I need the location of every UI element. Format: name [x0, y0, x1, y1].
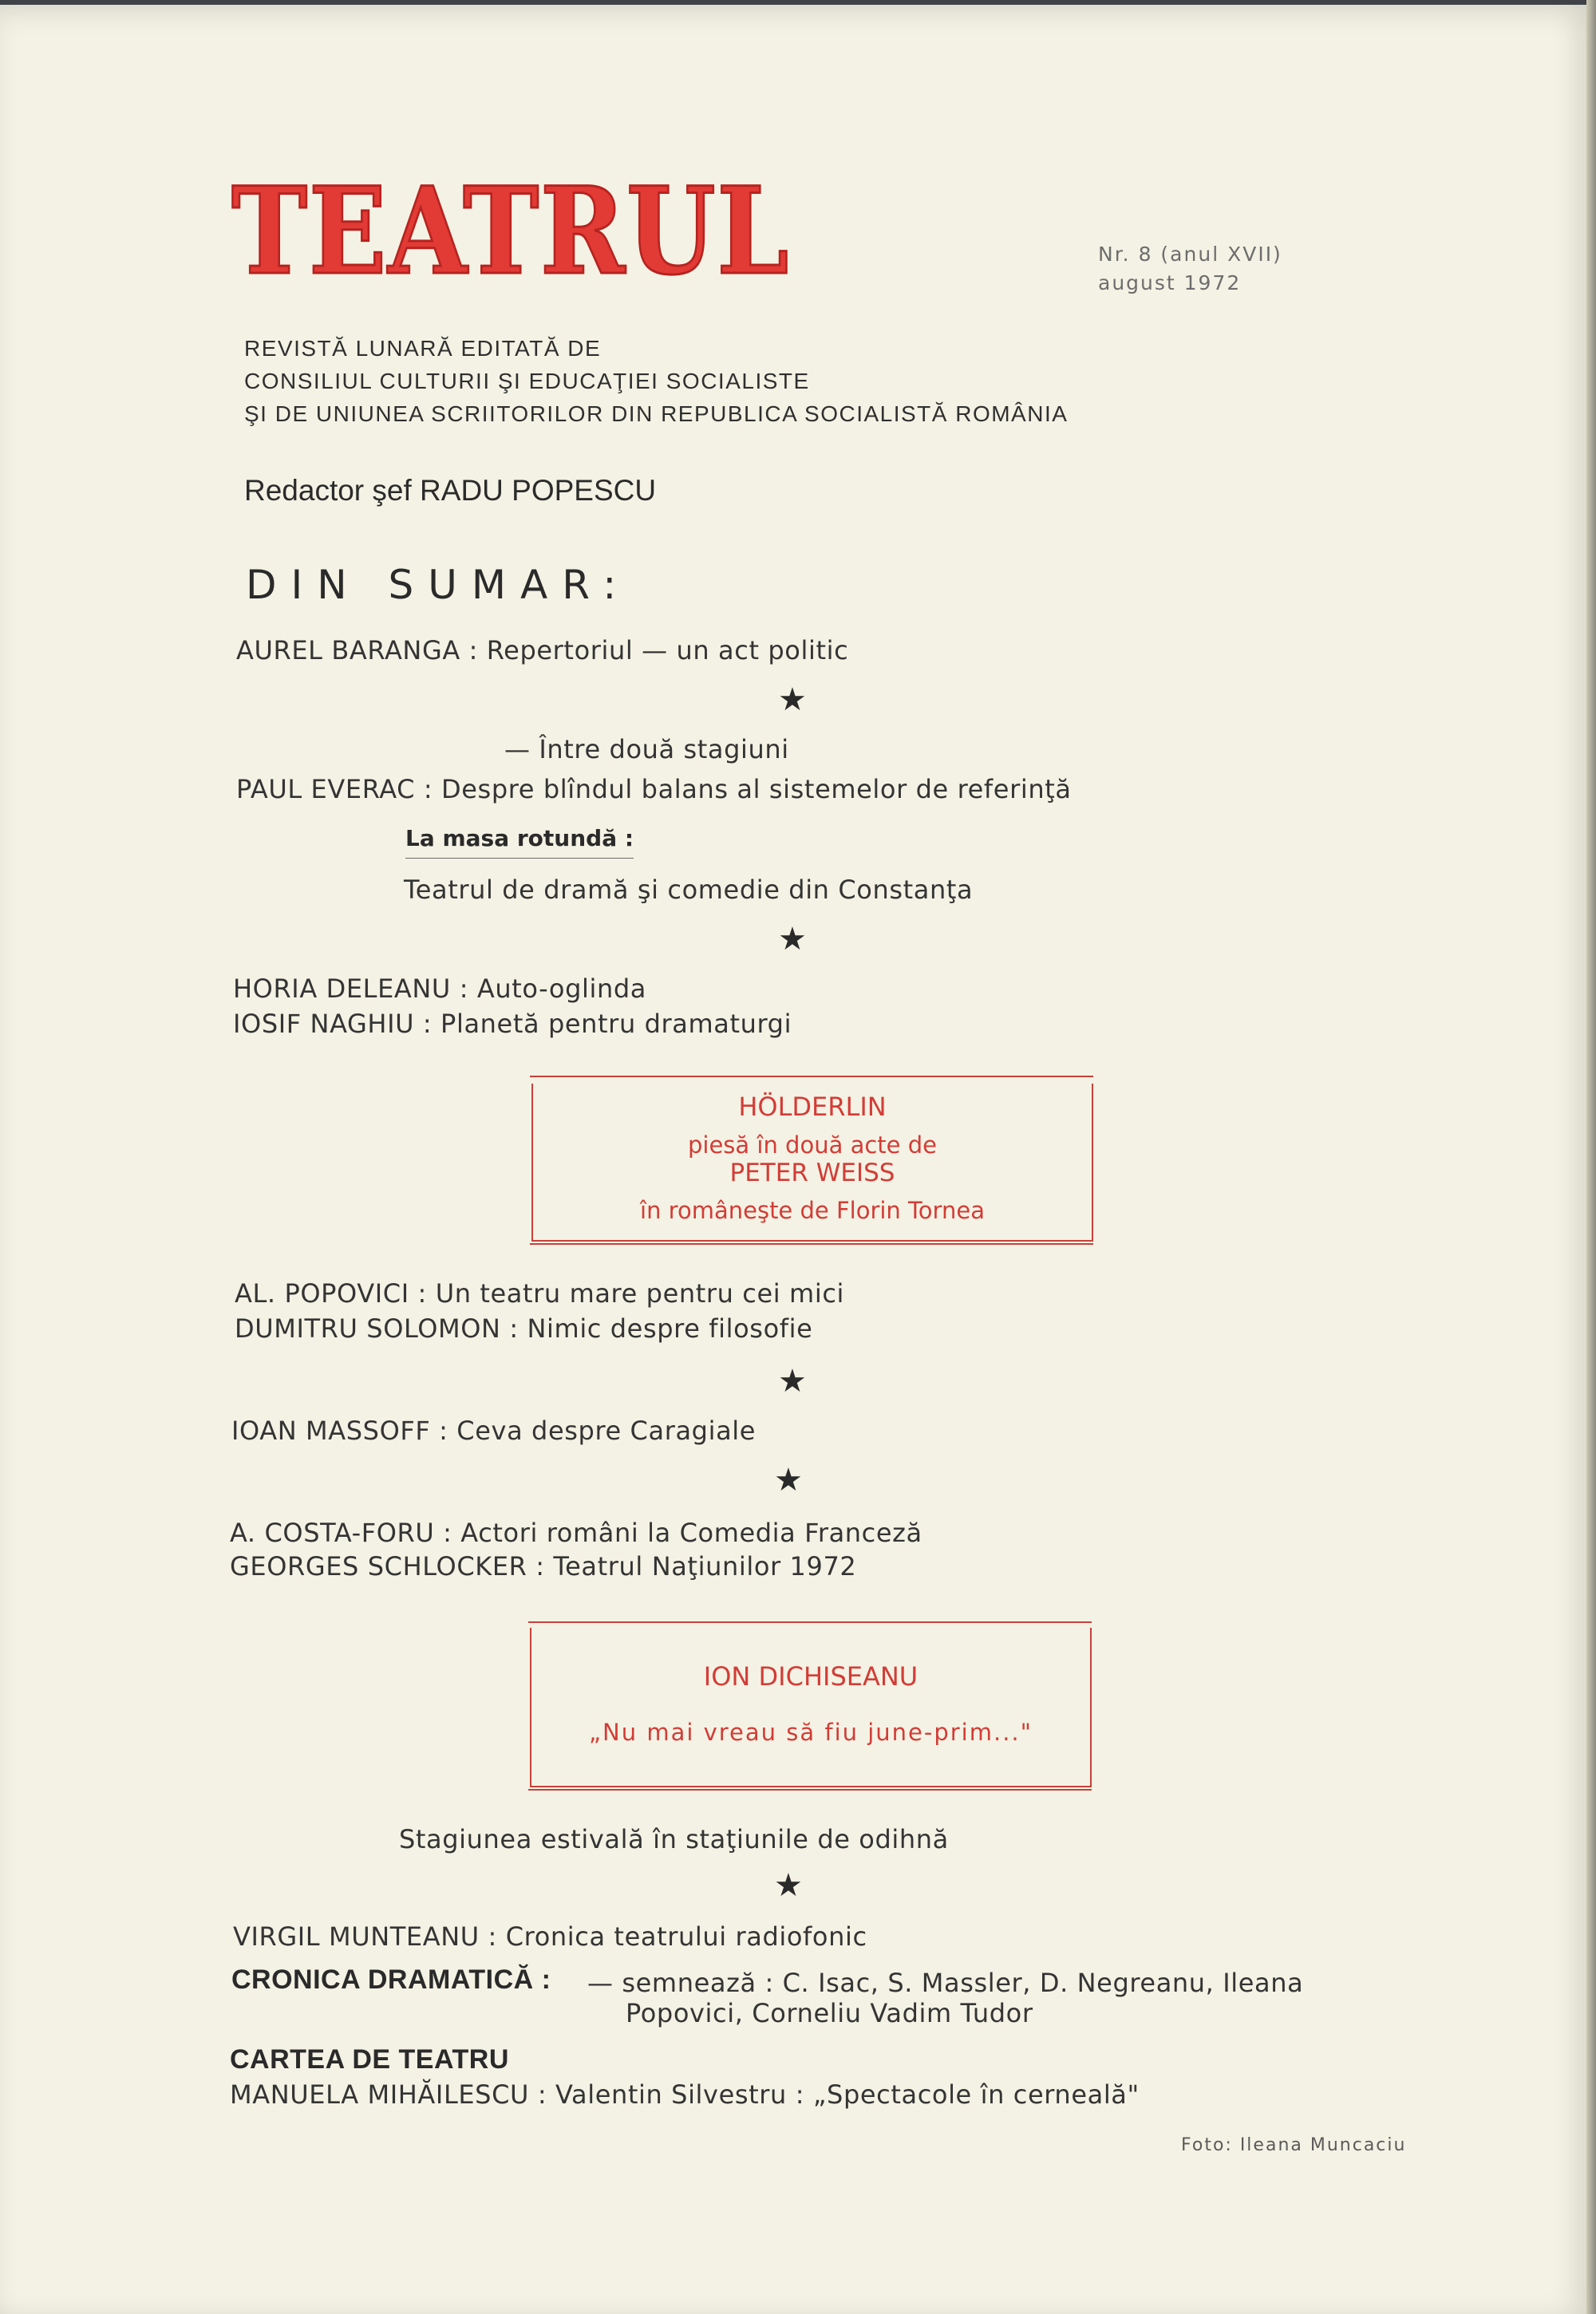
box2-bottom-rule: [528, 1789, 1092, 1791]
star-separator-icon: ★: [778, 681, 807, 718]
publisher-line-1: REVISTĂ LUNARĂ EDITATĂ DE: [244, 336, 602, 361]
teatrul-logo: [225, 161, 796, 302]
entry-costa-foru: A. COSTA-FORU : Actori români la Comedia Franceză: [230, 1518, 922, 1548]
box1-bottom-rule: [530, 1243, 1093, 1245]
entry-constanta: Teatrul de dramă şi comedie din Constanţa: [404, 875, 974, 905]
dichiseanu-box: [530, 1628, 1092, 1787]
entry-massoff: IOAN MASSOFF : Ceva despre Caragiale: [231, 1416, 757, 1446]
holderlin-title: HÖLDERLIN: [738, 1092, 887, 1122]
dichiseanu-quote: „Nu mai vreau să fiu june-prim...": [589, 1719, 1033, 1746]
star-separator-icon: ★: [774, 1462, 803, 1499]
entry-solomon: DUMITRU SOLOMON : Nimic despre filosofie: [235, 1313, 813, 1344]
star-separator-icon: ★: [778, 1363, 807, 1400]
publisher-line-3: ŞI DE UNIUNEA SCRIITORILOR DIN REPUBLICA SOCIALISTĂ ROMÂNIA: [244, 401, 1069, 426]
star-separator-icon: ★: [778, 921, 807, 958]
photo-credit: Foto: Ileana Muncaciu: [1181, 2135, 1407, 2155]
cartea-de-teatru-heading: CARTEA DE TEATRU: [230, 2044, 509, 2075]
entry-schlocker: GEORGES SCHLOCKER : Teatrul Naţiunilor 1972: [230, 1551, 857, 1581]
holderlin-subtitle: piesă în două acte de: [688, 1131, 937, 1159]
box1-top-rule: [530, 1076, 1093, 1077]
issue-number: Nr. 8 (anul XVII): [1098, 243, 1282, 266]
cronica-signatures-1: — semnează : C. Isac, S. Massler, D. Negreanu, Ileana: [587, 1968, 1304, 1998]
entry-stagiunea-estivala: Stagiunea estivală în staţiunile de odihnă: [399, 1824, 949, 1854]
holderlin-translator: în româneşte de Florin Tornea: [640, 1197, 985, 1224]
box2-top-rule: [528, 1621, 1092, 1623]
entry-everac: PAUL EVERAC : Despre blîndul balans al sistemelor de referinţă: [236, 774, 1072, 804]
cronica-signatures-2: Popovici, Corneliu Vadim Tudor: [626, 1998, 1033, 2028]
entry-naghiu: IOSIF NAGHIU : Planetă pentru dramaturgi: [233, 1009, 792, 1039]
page-edge: [1586, 0, 1596, 2314]
magazine-page: [0, 5, 1586, 2314]
cronica-dramatica-heading: CRONICA DRAMATICĂ :: [231, 1965, 551, 1995]
publisher-line-2: CONSILIUL CULTURII ŞI EDUCAŢIEI SOCIALISTE: [244, 369, 810, 393]
star-separator-icon: ★: [774, 1867, 803, 1904]
entry-mihailescu: MANUELA MIHĂILESCU : Valentin Silvestru : „Spectacole în cerneală": [230, 2079, 1140, 2110]
holderlin-box: [531, 1084, 1093, 1242]
entry-intre-stagiuni: — Între două stagiuni: [504, 734, 789, 764]
entry-munteanu: VIRGIL MUNTEANU : Cronica teatrului radiofonic: [233, 1921, 867, 1952]
holderlin-author: PETER WEISS: [729, 1159, 895, 1187]
summary-title: DIN SUMAR:: [246, 562, 631, 608]
masa-rotunda-heading: La masa rotundă :: [405, 825, 634, 859]
entry-popovici: AL. POPOVICI : Un teatru mare pentru cei mici: [235, 1278, 844, 1309]
entry-deleanu: HORIA DELEANU : Auto-oglinda: [233, 973, 646, 1004]
dichiseanu-title: ION DICHISEANU: [703, 1661, 918, 1692]
logo-wordmark: TEATRUL: [231, 161, 790, 302]
issue-date: august 1972: [1098, 271, 1242, 294]
editor-in-chief: Redactor şef RADU POPESCU: [244, 474, 657, 507]
entry-baranga: AUREL BARANGA : Repertoriul — un act politic: [236, 635, 849, 665]
